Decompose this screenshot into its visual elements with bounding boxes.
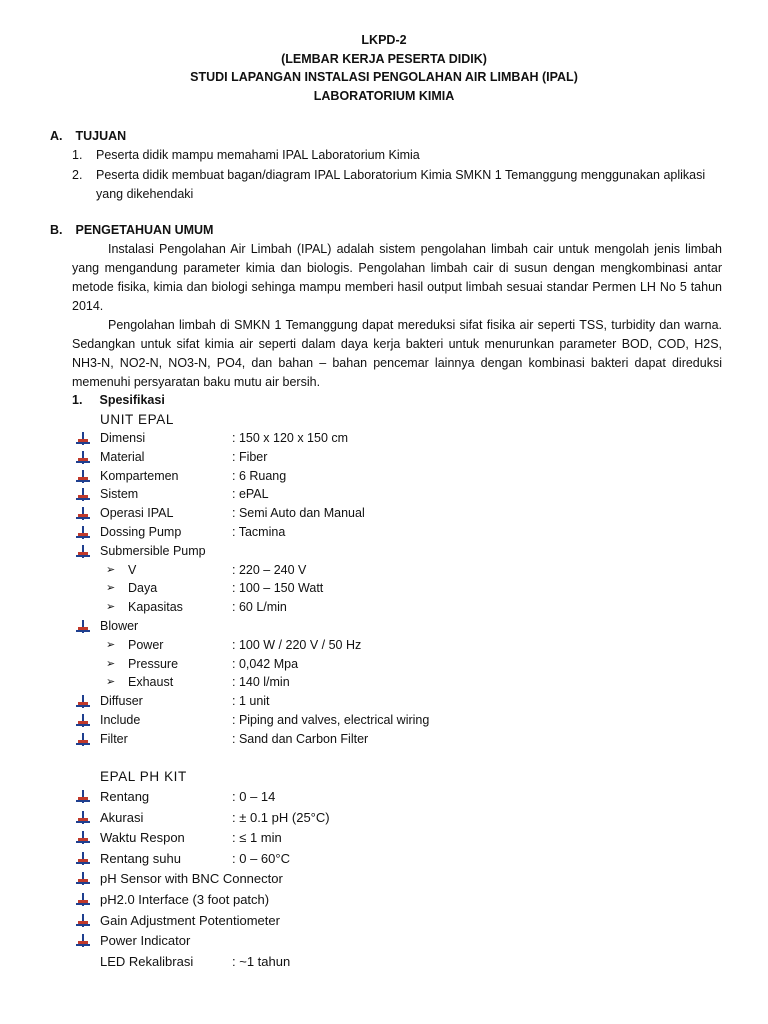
arrow-bullet-icon (76, 470, 90, 484)
spec-value: : 150 x 120 x 150 cm (232, 431, 349, 445)
spec-value: : ~1 tahun (232, 953, 291, 969)
spec-heading (72, 391, 165, 410)
objective-text: Peserta didik membuat bagan/diagram IPAL Laboratorium Kimia SMKN 1 Temanggung menggunakan aplikasi yang dikehendaki (96, 168, 706, 201)
objective-text: Peserta didik mampu memahami IPAL Laboratorium Kimia (96, 148, 420, 162)
section-a-title: TUJUAN (75, 129, 127, 143)
spec-value: : 0 – 14 (232, 789, 276, 804)
spec-value: : ePAL (232, 487, 269, 502)
spec-value: : Sand dan Carbon Filter (232, 731, 369, 746)
section-a-letter: A. (50, 129, 63, 143)
spec-label: Submersible Pump (100, 543, 206, 558)
spec-value: : 220 – 240 V (232, 562, 307, 577)
spec-label: Dimensi (100, 431, 146, 445)
arrow-bullet-icon (76, 893, 90, 907)
objective-number: 1. (72, 148, 83, 162)
spec-label: LED Rekalibrasi (100, 953, 194, 969)
paragraph-1-text: Instalasi Pengolahan Air Limbah (IPAL) adalah sistem pengolahan limbah cair untuk mengolah jenis limbah yang mengandung parameter kimia dan biologis. Pengolahan limbah cair di susun dengan mengkombinasi antar metode fisika, kimia dan biologi sehinga mampu memberi hasil output limbah sesuai standar Permen LH No 5 tahun 2014. (72, 242, 722, 313)
arrow-bullet-icon (76, 545, 90, 559)
spec-label: Exhaust (128, 675, 174, 690)
spec-value: : Semi Auto dan Manual (232, 506, 365, 521)
objective-number: 2. (72, 168, 83, 182)
spec-value: : 1 unit (232, 694, 270, 709)
spec-label: Material (100, 449, 145, 464)
spec-label: pH Sensor with BNC Connector (100, 871, 283, 887)
spec-label: Sistem (100, 487, 139, 502)
arrow-bullet-icon (76, 811, 90, 825)
spec-value: : 60 L/min (232, 600, 287, 615)
spec-label: Pressure (128, 656, 179, 671)
spec-value: : 0,042 Mpa (232, 656, 299, 671)
spec-label: Blower (100, 618, 139, 633)
spec-value: : 100 – 150 Watt (232, 581, 324, 596)
arrow-bullet-icon (76, 790, 90, 804)
arrow-bullet-icon (76, 526, 90, 540)
spec-label: Kompartemen (100, 468, 179, 483)
arrow-bullet-icon (76, 432, 90, 446)
spec-label: Akurasi (100, 809, 144, 825)
spec-label: Power (128, 637, 164, 652)
spec-value: : ≤ 1 min (232, 830, 282, 846)
arrow-bullet-icon (76, 507, 90, 521)
section-a-heading (50, 127, 126, 146)
arrow-bullet-icon (76, 934, 90, 948)
spec-value: : ± 0.1 pH (25°C) (232, 809, 330, 825)
objective-item (72, 166, 722, 204)
header-line-1: LKPD-2 (361, 33, 407, 47)
arrow-bullet-icon (76, 872, 90, 886)
arrow-bullet-icon (76, 620, 90, 634)
section-b-letter: B. (50, 223, 63, 237)
arrow-right-icon: ➢ (106, 563, 116, 576)
spec-label: Diffuser (100, 694, 143, 709)
unit-epal-title: UNIT EPAL (100, 412, 174, 427)
spec-label: Operasi IPAL (100, 506, 174, 521)
objectives-list (72, 146, 722, 204)
spec-label: Dossing Pump (100, 524, 182, 539)
section-b-heading (50, 221, 213, 240)
spec-label: pH2.0 Interface (3 foot patch) (100, 891, 270, 907)
ph-kit-title: EPAL PH KIT (100, 769, 187, 784)
arrow-right-icon: ➢ (106, 582, 116, 595)
spec-label: Daya (128, 581, 158, 596)
spec-label: Include (100, 712, 141, 727)
spec-value: : 0 – 60°C (232, 850, 290, 866)
spec-label: Power Indicator (100, 933, 191, 949)
section-b-title: PENGETAHUAN UMUM (75, 223, 214, 237)
arrow-bullet-icon (76, 831, 90, 845)
spec-number: 1. (72, 393, 83, 407)
arrow-bullet-icon (76, 451, 90, 465)
document-header (0, 31, 768, 105)
spec-value: : 100 W / 220 V / 50 Hz (232, 637, 362, 652)
spec-value: : Piping and valves, electrical wiring (232, 712, 430, 727)
arrow-right-icon: ➢ (106, 657, 116, 670)
header-line-4: LABORATORIUM KIMIA (313, 88, 455, 103)
spec-value: : 140 l/min (232, 675, 290, 690)
arrow-right-icon: ➢ (106, 601, 116, 614)
spec-label: Filter (100, 731, 128, 746)
spec-value: : 6 Ruang (232, 468, 287, 483)
paragraph-2-text: Pengolahan limbah di SMKN 1 Temanggung dapat mereduksi sifat fisika air seperti TSS, turbidity dan warna. Sedangkan untuk sifat kimia air seperti dalam daya kerja bakteri untuk menurunkan parameter BOD, COD, H2S, NH3-N, NO2-N, NO3-N, PO4, dan bahan – bahan pencemar lainnya dengan kombinasi bakteri dapat direduksi memenuhi persyaratan baku mutu air bersih. (72, 318, 722, 389)
arrow-right-icon: ➢ (106, 676, 116, 689)
arrow-bullet-icon (76, 852, 90, 866)
arrow-bullet-icon (76, 488, 90, 502)
spec-label: Kapasitas (128, 600, 183, 615)
paragraph-2 (72, 316, 722, 392)
objective-item (72, 146, 722, 165)
paragraph-1 (72, 240, 722, 316)
arrow-right-icon: ➢ (106, 638, 116, 651)
header-line-3: STUDI LAPANGAN INSTALASI PENGOLAHAN AIR LIMBAH (IPAL) (190, 70, 578, 84)
spec-label: Rentang suhu (100, 850, 181, 866)
spec-value: : Tacmina (232, 524, 286, 539)
spec-label: Waktu Respon (100, 830, 185, 846)
spec-value: : Fiber (232, 449, 268, 464)
header-line-2: (LEMBAR KERJA PESERTA DIDIK) (281, 51, 487, 66)
arrow-bullet-icon (76, 695, 90, 709)
spec-label: Gain Adjustment Potentiometer (100, 912, 280, 928)
spec-label: V (128, 562, 137, 577)
spec-label: Rentang (100, 789, 150, 804)
arrow-bullet-icon (76, 733, 90, 747)
arrow-bullet-icon (76, 914, 90, 928)
spec-title: Spesifikasi (99, 393, 165, 407)
arrow-bullet-icon (76, 714, 90, 728)
